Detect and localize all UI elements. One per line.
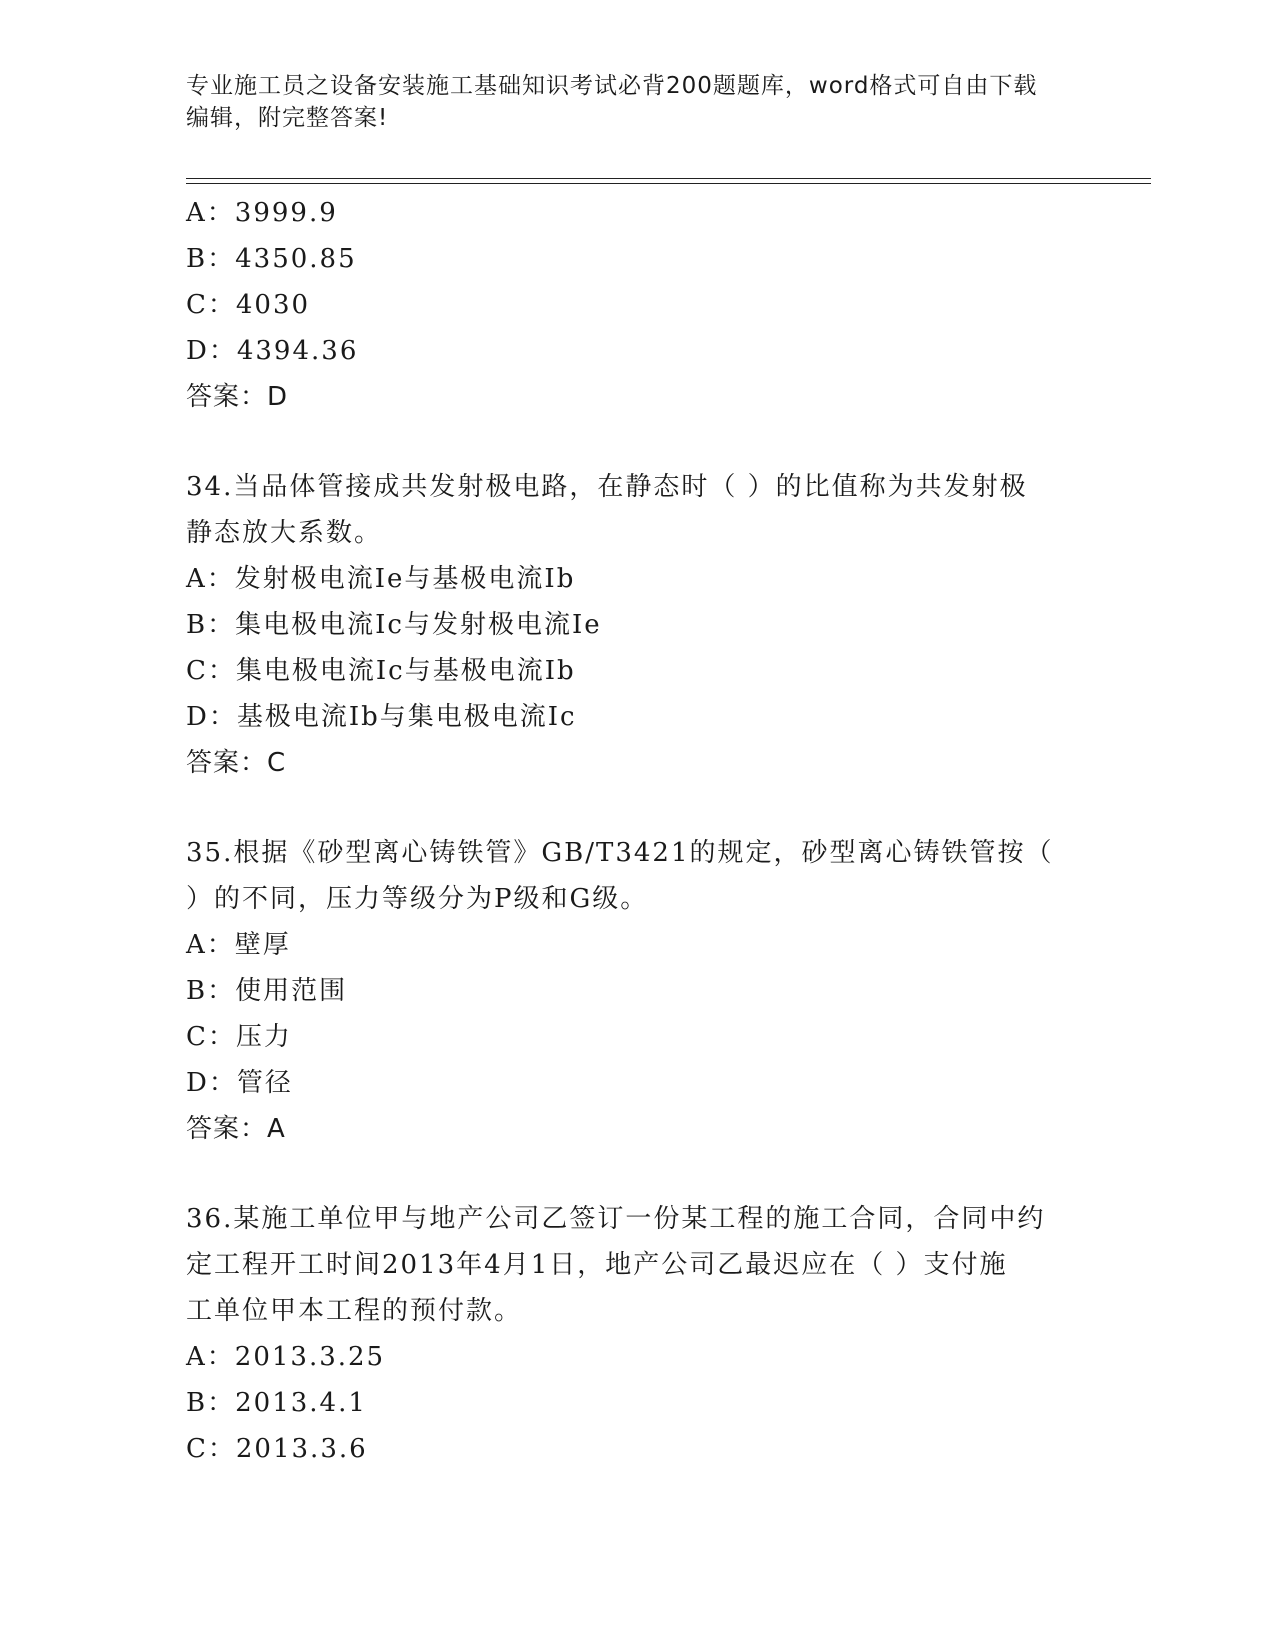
spacer — [186, 420, 1086, 464]
spacer — [186, 1152, 1086, 1196]
question-35 — [186, 830, 1086, 1152]
option-c: C：4030 — [186, 290, 311, 320]
option-a: A：3999.9 — [186, 198, 338, 228]
spacer — [186, 786, 1086, 830]
answer: 答案：C — [186, 748, 287, 778]
header-title-line-2: 编辑，附完整答案! — [186, 105, 389, 131]
option-d: D：4394.36 — [186, 336, 359, 366]
option-b: B：2013.4.1 — [186, 1388, 367, 1418]
question-33 — [186, 190, 1086, 420]
option-a: A：发射极电流Ie与基极电流Ib — [186, 564, 576, 594]
question-34 — [186, 464, 1086, 786]
question-stem-line-1: 34.当品体管接成共发射极电路，在静态时（ ）的比值称为共发射极 — [186, 472, 1028, 502]
option-c: C：集电极电流Ic与基极电流Ib — [186, 656, 576, 686]
question-stem-line-2: 静态放大系数。 — [186, 518, 383, 548]
option-b: B：集电极电流Ic与发射极电流Ie — [186, 610, 602, 640]
option-a: A：壁厚 — [186, 930, 291, 960]
question-list — [186, 190, 1086, 1472]
header-divider-top — [186, 178, 1151, 179]
header-divider-bottom — [186, 183, 1151, 184]
question-stem-line-2: ）的不同，压力等级分为P级和G级。 — [186, 884, 649, 914]
option-d: D：基极电流Ib与集电极电流Ic — [186, 702, 577, 732]
option-c: C：2013.3.6 — [186, 1434, 368, 1464]
option-b: B：使用范围 — [186, 976, 348, 1006]
document-header — [186, 70, 1086, 134]
question-stem-line-1: 36.某施工单位甲与地产公司乙签订一份某工程的施工合同，合同中约 — [186, 1204, 1046, 1234]
answer: 答案：A — [186, 1114, 286, 1144]
option-c: C：压力 — [186, 1022, 292, 1052]
answer: 答案：D — [186, 382, 289, 412]
option-a: A：2013.3.25 — [186, 1342, 386, 1372]
question-stem-line-2: 定工程开工时间2013年4月1日，地产公司乙最迟应在（ ）支付施 — [186, 1250, 1008, 1280]
option-d: D：管径 — [186, 1068, 293, 1098]
question-stem-line-1: 35.根据《砂型离心铸铁管》GB/T3421的规定，砂型离心铸铁管按（ — [186, 838, 1054, 868]
question-stem-line-3: 工单位甲本工程的预付款。 — [186, 1296, 523, 1326]
header-title-line-1: 专业施工员之设备安装施工基础知识考试必背200题题库，word格式可自由下载 — [186, 73, 1038, 99]
question-36 — [186, 1196, 1086, 1472]
option-b: B：4350.85 — [186, 244, 357, 274]
